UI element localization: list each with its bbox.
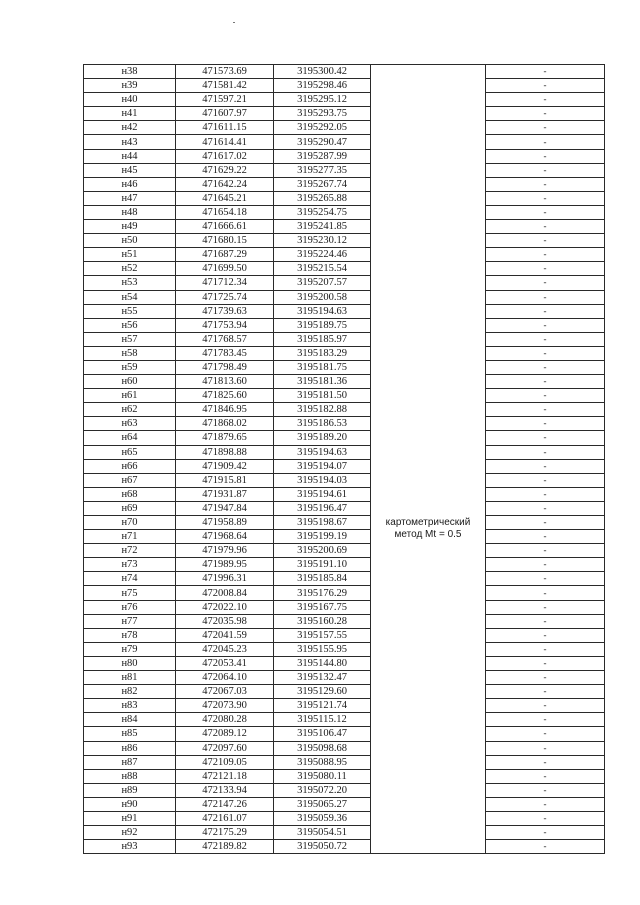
y-coordinate-cell: 3195254.75 [274,205,371,219]
y-coordinate-cell: 3195194.03 [274,473,371,487]
y-coordinate-cell: 3195098.68 [274,741,371,755]
table-row [84,65,605,79]
dash-cell: - [486,642,605,656]
dash-cell: - [486,572,605,586]
point-name-cell: н69 [84,501,176,515]
point-name-cell: н80 [84,656,176,670]
dash-cell: - [486,262,605,276]
x-coordinate-cell: 472022.10 [176,600,274,614]
point-name-cell: н45 [84,163,176,177]
dash-cell: - [486,459,605,473]
y-coordinate-cell: 3195115.12 [274,713,371,727]
y-coordinate-cell: 3195072.20 [274,783,371,797]
dash-cell: - [486,797,605,811]
dash-cell: - [486,205,605,219]
coordinates-table [83,64,605,854]
x-coordinate-cell: 471931.87 [176,487,274,501]
table-row [84,600,605,614]
x-coordinate-cell: 471813.60 [176,375,274,389]
y-coordinate-cell: 3195194.63 [274,304,371,318]
x-coordinate-cell: 471699.50 [176,262,274,276]
table-row [84,135,605,149]
y-coordinate-cell: 3195241.85 [274,220,371,234]
dash-cell: - [486,501,605,515]
dash-cell: - [486,656,605,670]
x-coordinate-cell: 471712.34 [176,276,274,290]
table-row [84,727,605,741]
dash-cell: - [486,755,605,769]
y-coordinate-cell: 3195121.74 [274,699,371,713]
dash-cell: - [486,346,605,360]
point-name-cell: н86 [84,741,176,755]
x-coordinate-cell: 472189.82 [176,840,274,854]
table-row [84,713,605,727]
x-coordinate-cell: 471996.31 [176,572,274,586]
dash-cell: - [486,149,605,163]
dash-cell: - [486,234,605,248]
y-coordinate-cell: 3195298.46 [274,79,371,93]
dash-cell: - [486,741,605,755]
point-name-cell: н51 [84,248,176,262]
x-coordinate-cell: 471783.45 [176,346,274,360]
table-row [84,558,605,572]
point-name-cell: н59 [84,360,176,374]
point-name-cell: н91 [84,811,176,825]
table-row [84,572,605,586]
table-row [84,586,605,600]
x-coordinate-cell: 472097.60 [176,741,274,755]
y-coordinate-cell: 3195059.36 [274,811,371,825]
point-name-cell: н71 [84,530,176,544]
point-name-cell: н38 [84,65,176,79]
dash-cell: - [486,375,605,389]
y-coordinate-cell: 3195181.75 [274,360,371,374]
table-row [84,699,605,713]
point-name-cell: н88 [84,769,176,783]
point-name-cell: н63 [84,417,176,431]
y-coordinate-cell: 3195088.95 [274,755,371,769]
point-name-cell: н60 [84,375,176,389]
y-coordinate-cell: 3195189.75 [274,318,371,332]
dash-cell: - [486,304,605,318]
x-coordinate-cell: 471846.95 [176,403,274,417]
table-row [84,783,605,797]
x-coordinate-cell: 471868.02 [176,417,274,431]
dash-cell: - [486,65,605,79]
point-name-cell: н61 [84,389,176,403]
x-coordinate-cell: 471947.84 [176,501,274,515]
x-coordinate-cell: 472147.26 [176,797,274,811]
x-coordinate-cell: 472080.28 [176,713,274,727]
x-coordinate-cell: 471989.95 [176,558,274,572]
point-name-cell: н85 [84,727,176,741]
y-coordinate-cell: 3195287.99 [274,149,371,163]
x-coordinate-cell: 472121.18 [176,769,274,783]
y-coordinate-cell: 3195196.47 [274,501,371,515]
y-coordinate-cell: 3195194.61 [274,487,371,501]
table-row [84,755,605,769]
y-coordinate-cell: 3195295.12 [274,93,371,107]
x-coordinate-cell: 472041.59 [176,628,274,642]
dash-cell: - [486,727,605,741]
y-coordinate-cell: 3195230.12 [274,234,371,248]
x-coordinate-cell: 472175.29 [176,826,274,840]
table-row [84,656,605,670]
table-row [84,375,605,389]
x-coordinate-cell: 472089.12 [176,727,274,741]
y-coordinate-cell: 3195199.19 [274,530,371,544]
point-name-cell: н79 [84,642,176,656]
x-coordinate-cell: 472133.94 [176,783,274,797]
x-coordinate-cell: 471979.96 [176,544,274,558]
x-coordinate-cell: 471573.69 [176,65,274,79]
dash-cell: - [486,671,605,685]
y-coordinate-cell: 3195191.10 [274,558,371,572]
y-coordinate-cell: 3195182.88 [274,403,371,417]
y-coordinate-cell: 3195194.07 [274,459,371,473]
point-name-cell: н73 [84,558,176,572]
x-coordinate-cell: 472073.90 [176,699,274,713]
dash-cell: - [486,79,605,93]
y-coordinate-cell: 3195224.46 [274,248,371,262]
dash-cell: - [486,121,605,135]
dash-cell: - [486,840,605,854]
table-row [84,544,605,558]
table-row [84,205,605,219]
dash-cell: - [486,783,605,797]
y-coordinate-cell: 3195198.67 [274,516,371,530]
y-coordinate-cell: 3195277.35 [274,163,371,177]
dash-cell: - [486,417,605,431]
point-name-cell: н64 [84,431,176,445]
point-name-cell: н84 [84,713,176,727]
table-row [84,121,605,135]
point-name-cell: н75 [84,586,176,600]
method-line-2: метод Mt = 0.5 [394,529,462,540]
y-coordinate-cell: 3195160.28 [274,614,371,628]
dash-cell: - [486,685,605,699]
dash-cell: - [486,93,605,107]
table-row [84,530,605,544]
x-coordinate-cell: 472109.05 [176,755,274,769]
dash-cell: - [486,276,605,290]
point-name-cell: н68 [84,487,176,501]
dash-cell: - [486,220,605,234]
table-row [84,685,605,699]
x-coordinate-cell: 471645.21 [176,191,274,205]
y-coordinate-cell: 3195185.97 [274,332,371,346]
x-coordinate-cell: 471666.61 [176,220,274,234]
dash-cell: - [486,713,605,727]
x-coordinate-cell: 471687.29 [176,248,274,262]
dash-cell: - [486,544,605,558]
dash-cell: - [486,403,605,417]
y-coordinate-cell: 3195144.80 [274,656,371,670]
dash-cell: - [486,516,605,530]
x-coordinate-cell: 471654.18 [176,205,274,219]
dash-cell: - [486,769,605,783]
point-name-cell: н46 [84,177,176,191]
table-row [84,79,605,93]
dash-cell: - [486,699,605,713]
x-coordinate-cell: 471825.60 [176,389,274,403]
table-row [84,248,605,262]
dash-cell: - [486,811,605,825]
table-row [84,403,605,417]
dash-cell: - [486,163,605,177]
point-name-cell: н43 [84,135,176,149]
y-coordinate-cell: 3195267.74 [274,177,371,191]
y-coordinate-cell: 3195189.20 [274,431,371,445]
dash-cell: - [486,191,605,205]
dash-cell: - [486,600,605,614]
y-coordinate-cell: 3195132.47 [274,671,371,685]
y-coordinate-cell: 3195054.51 [274,826,371,840]
dash-cell: - [486,586,605,600]
x-coordinate-cell: 471739.63 [176,304,274,318]
point-name-cell: н50 [84,234,176,248]
dash-cell: - [486,487,605,501]
point-name-cell: н48 [84,205,176,219]
dash-cell: - [486,628,605,642]
table-row [84,741,605,755]
point-name-cell: н83 [84,699,176,713]
y-coordinate-cell: 3195167.75 [274,600,371,614]
x-coordinate-cell: 471753.94 [176,318,274,332]
dash-cell: - [486,332,605,346]
x-coordinate-cell: 471611.15 [176,121,274,135]
x-coordinate-cell: 472035.98 [176,614,274,628]
table-row [84,149,605,163]
point-name-cell: н53 [84,276,176,290]
point-name-cell: н77 [84,614,176,628]
x-coordinate-cell: 471958.89 [176,516,274,530]
point-name-cell: н52 [84,262,176,276]
y-coordinate-cell: 3195176.29 [274,586,371,600]
y-coordinate-cell: 3195183.29 [274,346,371,360]
x-coordinate-cell: 471617.02 [176,149,274,163]
table-row [84,628,605,642]
table-row [84,516,605,530]
x-coordinate-cell: 471768.57 [176,332,274,346]
y-coordinate-cell: 3195186.53 [274,417,371,431]
table-row [84,445,605,459]
table-row [84,431,605,445]
table-row [84,304,605,318]
table-row [84,220,605,234]
table-row [84,473,605,487]
point-name-cell: н49 [84,220,176,234]
point-name-cell: н54 [84,290,176,304]
x-coordinate-cell: 471879.65 [176,431,274,445]
dash-cell: - [486,530,605,544]
table-row [84,840,605,854]
x-coordinate-cell: 471642.24 [176,177,274,191]
y-coordinate-cell: 3195080.11 [274,769,371,783]
table-row [84,163,605,177]
y-coordinate-cell: 3195194.63 [274,445,371,459]
x-coordinate-cell: 472045.23 [176,642,274,656]
table-row [84,177,605,191]
table-row [84,487,605,501]
table-row [84,107,605,121]
scan-speck [233,22,235,23]
dash-cell: - [486,614,605,628]
y-coordinate-cell: 3195292.05 [274,121,371,135]
point-name-cell: н41 [84,107,176,121]
point-name-cell: н44 [84,149,176,163]
x-coordinate-cell: 471725.74 [176,290,274,304]
x-coordinate-cell: 471607.97 [176,107,274,121]
table-row [84,811,605,825]
table-row [84,332,605,346]
point-name-cell: н55 [84,304,176,318]
point-name-cell: н56 [84,318,176,332]
table-row [84,671,605,685]
y-coordinate-cell: 3195106.47 [274,727,371,741]
point-name-cell: н72 [84,544,176,558]
method-cell [371,65,486,854]
point-name-cell: н74 [84,572,176,586]
table-row [84,826,605,840]
x-coordinate-cell: 471680.15 [176,234,274,248]
point-name-cell: н57 [84,332,176,346]
y-coordinate-cell: 3195200.69 [274,544,371,558]
y-coordinate-cell: 3195215.54 [274,262,371,276]
point-name-cell: н93 [84,840,176,854]
table-row [84,93,605,107]
point-name-cell: н82 [84,685,176,699]
y-coordinate-cell: 3195300.42 [274,65,371,79]
point-name-cell: н40 [84,93,176,107]
method-line-1: картометрический [385,517,471,528]
dash-cell: - [486,290,605,304]
x-coordinate-cell: 471915.81 [176,473,274,487]
point-name-cell: н87 [84,755,176,769]
table-row [84,797,605,811]
table-row [84,191,605,205]
point-name-cell: н58 [84,346,176,360]
dash-cell: - [486,177,605,191]
point-name-cell: н70 [84,516,176,530]
dash-cell: - [486,248,605,262]
dash-cell: - [486,318,605,332]
y-coordinate-cell: 3195050.72 [274,840,371,854]
y-coordinate-cell: 3195207.57 [274,276,371,290]
y-coordinate-cell: 3195290.47 [274,135,371,149]
x-coordinate-cell: 471898.88 [176,445,274,459]
table-row [84,614,605,628]
point-name-cell: н81 [84,671,176,685]
table-row [84,459,605,473]
table-row [84,769,605,783]
dash-cell: - [486,107,605,121]
point-name-cell: н39 [84,79,176,93]
dash-cell: - [486,360,605,374]
y-coordinate-cell: 3195181.36 [274,375,371,389]
point-name-cell: н47 [84,191,176,205]
dash-cell: - [486,558,605,572]
y-coordinate-cell: 3195155.95 [274,642,371,656]
x-coordinate-cell: 472067.03 [176,685,274,699]
dash-cell: - [486,135,605,149]
point-name-cell: н42 [84,121,176,135]
point-name-cell: н66 [84,459,176,473]
x-coordinate-cell: 471597.21 [176,93,274,107]
x-coordinate-cell: 471614.41 [176,135,274,149]
point-name-cell: н76 [84,600,176,614]
table-row [84,234,605,248]
dash-cell: - [486,445,605,459]
dash-cell: - [486,431,605,445]
y-coordinate-cell: 3195129.60 [274,685,371,699]
table-row [84,290,605,304]
x-coordinate-cell: 472053.41 [176,656,274,670]
x-coordinate-cell: 471798.49 [176,360,274,374]
table-row [84,360,605,374]
y-coordinate-cell: 3195065.27 [274,797,371,811]
x-coordinate-cell: 472161.07 [176,811,274,825]
point-name-cell: н65 [84,445,176,459]
dash-cell: - [486,389,605,403]
dash-cell: - [486,826,605,840]
table-row [84,389,605,403]
coordinates-table-body [84,65,605,854]
point-name-cell: н90 [84,797,176,811]
x-coordinate-cell: 471581.42 [176,79,274,93]
table-row [84,642,605,656]
table-row [84,501,605,515]
table-row [84,318,605,332]
table-row [84,262,605,276]
table-row [84,417,605,431]
x-coordinate-cell: 472008.84 [176,586,274,600]
y-coordinate-cell: 3195293.75 [274,107,371,121]
x-coordinate-cell: 471968.64 [176,530,274,544]
y-coordinate-cell: 3195185.84 [274,572,371,586]
y-coordinate-cell: 3195157.55 [274,628,371,642]
x-coordinate-cell: 471629.22 [176,163,274,177]
dash-cell: - [486,473,605,487]
point-name-cell: н67 [84,473,176,487]
table-row [84,346,605,360]
y-coordinate-cell: 3195265.88 [274,191,371,205]
point-name-cell: н62 [84,403,176,417]
y-coordinate-cell: 3195200.58 [274,290,371,304]
table-row [84,276,605,290]
point-name-cell: н89 [84,783,176,797]
point-name-cell: н92 [84,826,176,840]
point-name-cell: н78 [84,628,176,642]
x-coordinate-cell: 471909.42 [176,459,274,473]
x-coordinate-cell: 472064.10 [176,671,274,685]
y-coordinate-cell: 3195181.50 [274,389,371,403]
